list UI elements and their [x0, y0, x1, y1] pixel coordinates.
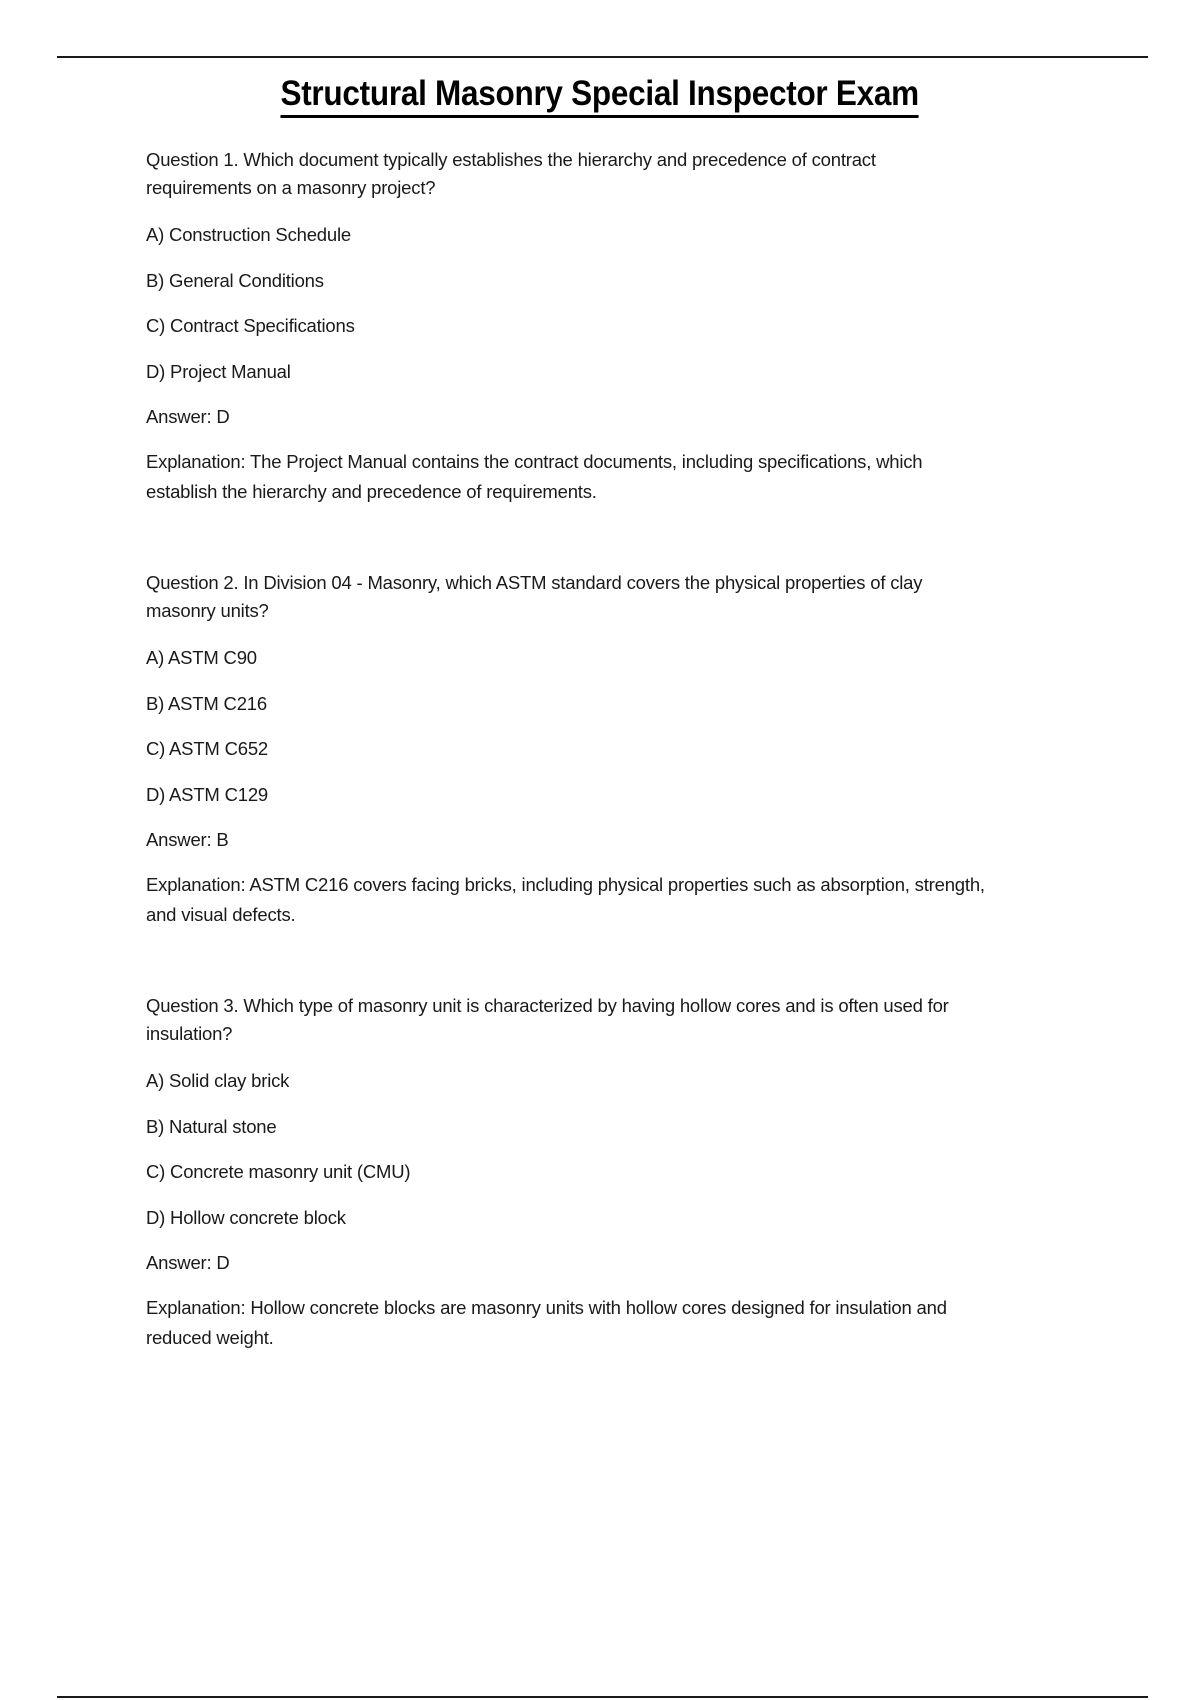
answer-option: A) Construction Schedule — [146, 224, 351, 245]
page-title-wrap — [0, 74, 1200, 118]
answer-option: D) ASTM C129 — [146, 783, 268, 805]
answer-key: Answer: D — [146, 1252, 230, 1273]
question-text: Question 2. In Division 04 - Masonry, which ASTM standard covers the physical properties of clay — [146, 572, 923, 593]
answer-option: D) Hollow concrete block — [146, 1206, 346, 1228]
explanation-text: Explanation: Hollow concrete blocks are masonry units with hollow cores designed for insulation and — [146, 1296, 947, 1318]
explanation-text: and visual defects. — [146, 903, 296, 925]
answer-option: A) ASTM C90 — [146, 647, 257, 668]
bottom-rule — [57, 1696, 1148, 1698]
answer-option: B) Natural stone — [146, 1115, 277, 1137]
explanation-text: Explanation: ASTM C216 covers facing bricks, including physical properties such as absorption, strength, — [146, 873, 985, 895]
answer-option: C) Concrete masonry unit (CMU) — [146, 1161, 411, 1182]
explanation-text: Explanation: The Project Manual contains the contract documents, including specifications, which — [146, 450, 923, 472]
answer-option: B) General Conditions — [146, 269, 324, 291]
question-text: insulation? — [146, 1023, 233, 1044]
answer-option: D) Project Manual — [146, 360, 291, 382]
explanation-text: establish the hierarchy and precedence of requirements. — [146, 480, 597, 502]
page-title: Structural Masonry Special Inspector Exam — [281, 74, 919, 118]
answer-option: B) ASTM C216 — [146, 692, 267, 714]
top-rule — [57, 56, 1148, 58]
question-text: masonry units? — [146, 600, 269, 621]
answer-option: C) ASTM C652 — [146, 738, 268, 759]
answer-option: C) Contract Specifications — [146, 315, 355, 336]
question-text: Question 1. Which document typically establishes the hierarchy and precedence of contract — [146, 149, 876, 170]
answer-key: Answer: D — [146, 406, 230, 427]
answer-option: A) Solid clay brick — [146, 1070, 290, 1091]
answer-key: Answer: B — [146, 829, 229, 850]
question-text: requirements on a masonry project? — [146, 177, 436, 198]
explanation-text: reduced weight. — [146, 1326, 274, 1348]
question-text: Question 3. Which type of masonry unit is characterized by having hollow cores and is often used for — [146, 995, 949, 1016]
